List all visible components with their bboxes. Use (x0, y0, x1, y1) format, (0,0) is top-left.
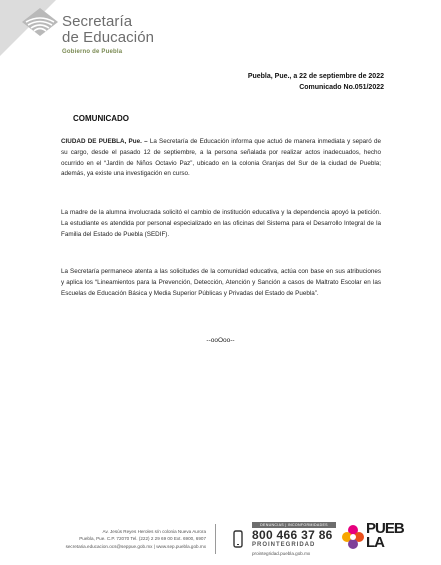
org-name-line2: de Educación (62, 29, 155, 46)
address-line-1: Av. Jesús Reyes Heroles s/n colonia Nueva Aurora (102, 529, 206, 534)
paragraph-3: La Secretaría permanece atenta a las solicitudes de la comunidad educativa, actúa con base en sus atribuciones y aplica los “Lineamientos para la Prevención, Detección, Atención y Sanción a casos de Maltrato Escolar en las Escuelas de Educación Básica y Media Superior Públicas y Privadas del Estado de Puebla”. (61, 268, 381, 297)
state-logo (342, 520, 406, 558)
document-heading: COMUNICADO (73, 114, 129, 123)
paragraph-1-body: La Secretaría de Educación informa que actuó de manera inmediata y separó de su cargo, desde el pasado 12 de septiembre, a la persona señalada por realizar actos inadecuados, hecho ocurrido en el “Jardín de Niños Octavio Paz”, ubicado en la colonia Granjas del Sur de la ciudad de Puebla; además, ya existe una investigación en curso. (61, 138, 381, 178)
address-line-3: secretaria.educacion.ocs@seppue.gob.mx | www.sep.puebla.gob.mx (65, 543, 206, 549)
closing-mark: --ooOoo-- (206, 337, 235, 344)
paragraph-2: La madre de la alumna involucrada solicitó el cambio de institución educativa y la dependencia apoyó la petición. La estudiante es atendida por personal especializado en las oficinas del Sistema para el Desarrollo Integral de la Familia del Estado de Puebla (SEDIF). (61, 209, 381, 238)
paragraph-1 (61, 137, 381, 180)
hotline-url: prointegridad.puebla.gob.mx (252, 551, 311, 556)
footer-address (66, 528, 206, 550)
phone-icon (233, 530, 243, 548)
org-subtitle: Gobierno de Puebla (62, 49, 123, 55)
bulletin-number: Comunicado No.051/2022 (299, 84, 384, 91)
paragraph-1-lead: CIUDAD DE PUEBLA, Pue. – (61, 138, 148, 145)
hotline-brand: PROINTEGRIDAD (252, 542, 316, 548)
stylized-landscape-icon (20, 6, 60, 46)
address-line-2: Puebla, Pue. C.P. 72070 Tel. (222) 2 29 69 00 Ext. 6900, 6907 (79, 536, 206, 542)
place-date: Puebla, Pue., a 22 de septiembre de 2022 (247, 73, 384, 80)
org-logo (62, 14, 154, 55)
flower-emblem-icon (342, 522, 364, 552)
dateline (248, 71, 384, 93)
hotline-number: 800 466 37 86 (252, 528, 333, 542)
state-logo-wordmark: PUEBLA (366, 520, 404, 551)
hotline-label: DENUNCIAS | INCONFORMIDADES (252, 522, 336, 528)
org-name-line1: Secretaría (62, 13, 133, 30)
footer-divider (215, 524, 216, 554)
